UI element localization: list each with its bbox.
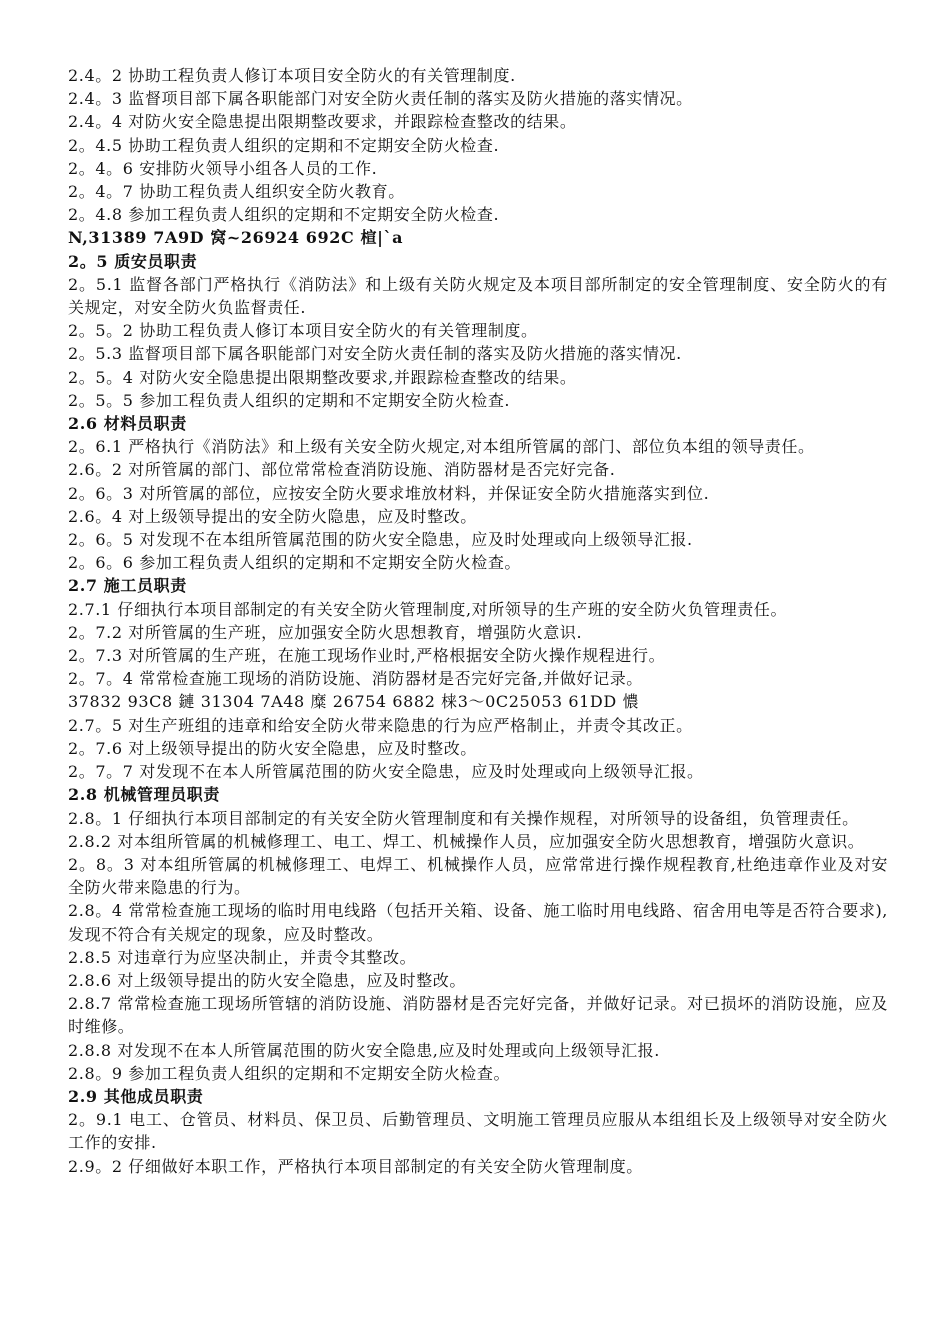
section-heading: 2.9 其他成员职责 (68, 1086, 204, 1106)
paragraph: 2.4。2 协助工程负责人修订本项目安全防火的有关管理制度. (68, 66, 516, 85)
paragraph: 2。6。5 对发现不在本组所管属范围的防火安全隐患，应及时处理或向上级领导汇报. (68, 530, 693, 550)
paragraph: 2.8.7 常常检查施工现场所管辖的消防设施、消防器材是否完好完备，并做好记录。对已损坏的消防设施，应及时维修。 (68, 994, 888, 1037)
paragraph: 2.6。4 对上级领导提出的安全防火隐患，应及时整改。 (68, 506, 477, 526)
paragraph: 2。5。4 对防火安全隐患提出限期整改要求,并跟踪检查整改的结果。 (68, 367, 577, 387)
paragraph: 2。5。5 参加工程负责人组织的定期和不定期安全防火检查. (68, 390, 511, 410)
paragraph: 2.6。2 对所管属的部门、部位常常检查消防设施、消防器材是否完好完备. (68, 460, 616, 480)
section-heading: 2.8 机械管理员职责 (68, 785, 221, 805)
paragraph: 2。5.1 监督各部门严格执行《消防法》和上级有关防火规定及本项目部所制定的安全管理制度、安全防火的有关规定，对安全防火负监督责任. (68, 274, 888, 318)
section-heading: 2。5 质安员职责 (68, 251, 198, 271)
paragraph: 2。7。7 对发现不在本人所管属范围的防火安全隐患，应及时处理或向上级领导汇报。 (68, 762, 704, 782)
paragraph: 2。8。3 对本组所管属的机械修理工、电焊工、机械操作人员，应常常进行操作规程教育,杜绝违章作业及对安全防火带来隐患的行为。 (68, 854, 888, 898)
paragraph: 2。6。6 参加工程负责人组织的定期和不定期安全防火检查。 (68, 553, 522, 573)
paragraph: 2。6.1 严格执行《消防法》和上级有关安全防火规定,对本组所管属的部门、部位负本组的领导责任。 (68, 437, 815, 457)
section-heading: 2.7 施工员职责 (68, 576, 187, 596)
paragraph: 2。5。2 协助工程负责人修订本项目安全防火的有关管理制度。 (68, 321, 538, 341)
section-heading: 2.6 材料员职责 (68, 414, 187, 434)
paragraph: 2。6。3 对所管属的部位，应按安全防火要求堆放材料，并保证安全防火措施落实到位. (68, 483, 710, 503)
paragraph: 2.8.2 对本组所管属的机械修理工、电工、焊工、机械操作人员，应加强安全防火思想教育，增强防火意识。 (68, 831, 865, 851)
paragraph: 37832 93C8 鏈 31304 7A48 糜 26754 6882 梾3～0C25053 61DD 憹 (68, 692, 640, 712)
paragraph: 2。7。4 常常检查施工现场的消防设施、消防器材是否完好完备,并做好记录。 (68, 669, 643, 689)
paragraph: 2。4。7 协助工程负责人组织安全防火教育。 (68, 182, 405, 202)
paragraph: 2。7.6 对上级领导提出的防火安全隐患，应及时整改。 (68, 738, 477, 758)
paragraph: 2。4.5 协助工程负责人组织的定期和不定期安全防火检查. (68, 135, 500, 155)
paragraph: 2.8.5 对违章行为应坚决制止，并责令其整改。 (68, 947, 417, 967)
paragraph: 2。7.3 对所管属的生产班，在施工现场作业时,严格根据安全防火操作规程进行。 (68, 646, 666, 666)
paragraph: 2.4。3 监督项目部下属各职能部门对安全防火责任制的落实及防火措施的落实情况。 (68, 89, 693, 109)
paragraph: 2。5.3 监督项目部下属各职能部门对安全防火责任制的落实及防火措施的落实情况. (68, 344, 682, 364)
paragraph: 2.9。2 仔细做好本职工作，严格执行本项目部制定的有关安全防火管理制度。 (68, 1156, 643, 1176)
paragraph: 2。4。6 安排防火领导小组各人员的工作. (68, 158, 378, 178)
paragraph: 2.7.1 仔细执行本项目部制定的有关安全防火管理制度,对所领导的生产班的安全防火负管理责任。 (68, 599, 788, 619)
paragraph: 2.4。4 对防火安全隐患提出限期整改要求，并跟踪检查整改的结果。 (68, 112, 577, 132)
paragraph: 2。4.8 参加工程负责人组织的定期和不定期安全防火检查. (68, 205, 500, 225)
paragraph: 2.8.8 对发现不在本人所管属范围的防火安全隐患,应及时处理或向上级领导汇报. (68, 1040, 660, 1060)
document-page (68, 64, 888, 1178)
paragraph: 2.8.6 对上级领导提出的防火安全隐患，应及时整改。 (68, 970, 466, 990)
paragraph: 2.8。9 参加工程负责人组织的定期和不定期安全防火检查。 (68, 1063, 511, 1083)
paragraph: 2.8。4 常常检查施工现场的临时用电线路（包括开关箱、设备、施工临时用电线路、宿舍用电等是否符合要求),发现不符合有关规定的现象，应及时整改。 (68, 901, 888, 944)
section-heading: N,31389 7A9D 窝~26924 692C 楦|`a (68, 228, 404, 248)
paragraph: 2.7。5 对生产班组的违章和给安全防火带来隐患的行为应严格制止，并责令其改正。 (68, 715, 693, 735)
paragraph: 2.8。1 仔细执行本项目部制定的有关安全防火管理制度和有关操作规程，对所领导的设备组，负管理责任。 (68, 808, 859, 828)
paragraph: 2。7.2 对所管属的生产班，应加强安全防火思想教育，增强防火意识. (68, 622, 583, 642)
paragraph: 2。9.1 电工、仓管员、材料员、保卫员、后勤管理员、文明施工管理员应服从本组组长及上级领导对安全防火工作的安排. (68, 1110, 888, 1153)
